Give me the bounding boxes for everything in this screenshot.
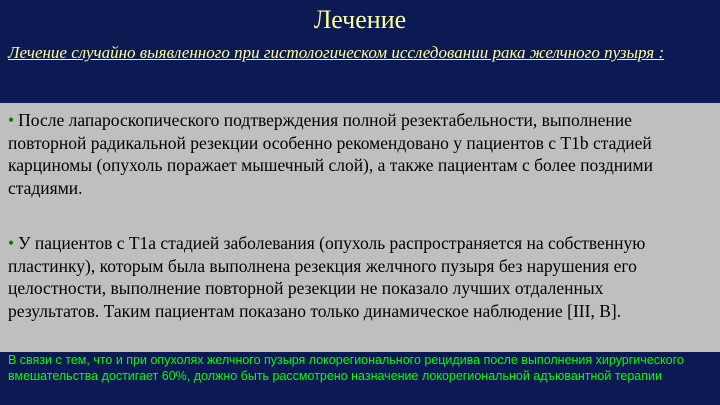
paragraph-1	[8, 109, 690, 199]
bullet-icon: •	[8, 110, 15, 130]
bullet-icon: •	[8, 233, 15, 253]
slide-subtitle: Лечение случайно выявленного при гистологическом исследовании рака желчного пузыря :	[8, 43, 665, 62]
footnote: В связи с тем, что и при опухолях желчного пузыря локорегионального рецидива после выполнения хирургического вмешательства достигает 60%, должно быть рассмотрено назначение локорегиональной адъювантной терапии	[8, 353, 684, 383]
paragraph-2-text: У пациентов с T1a стадией заболевания (опухоль распространяется на собственную пластинку), которым была выполнена резекция желчного пузыря без нарушения его целостности, выполнение повторной резекции не показало лучших отдаленных результатов. Таким пациентам показано только динамическое наблюдение [III, B].	[8, 233, 646, 321]
paragraph-2	[8, 232, 690, 322]
slide-title: Лечение	[313, 5, 407, 34]
paragraph-1-text: После лапароскопического подтверждения полной резектабельности, выполнение повторной радикальной резекции особенно рекомендовано у пациентов с T1b стадией карциномы (опухоль поражает мышечный слой), а также пациентам с более поздними стадиями.	[8, 110, 653, 198]
content-block	[0, 103, 720, 352]
